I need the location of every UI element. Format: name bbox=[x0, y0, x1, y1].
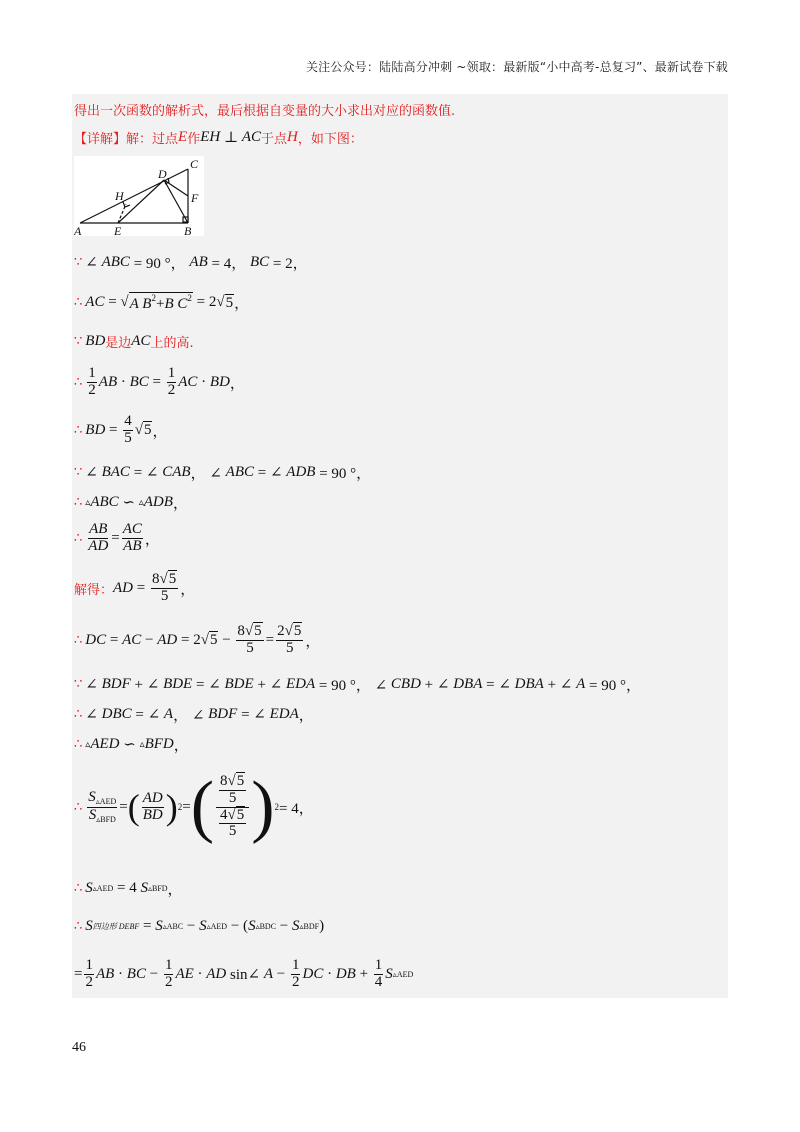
detail-tag: 【详解】 bbox=[74, 132, 127, 147]
label-c: C bbox=[190, 157, 199, 171]
step-13: ∴ ▵ AED ∽ ▵ BFD ， bbox=[74, 736, 189, 754]
page-header: 关注公众号：陆陆高分冲刺 ~领取：最新版“小中高考-总复习”、最新试卷下载 bbox=[305, 60, 728, 74]
step-4: ∴ $\frac{1}{2}$ AB · BC = $\frac{1}{2}$ AC · BD ， bbox=[74, 365, 245, 398]
detail-text-4: ，如下图： bbox=[297, 132, 363, 147]
label-a: A bbox=[74, 224, 82, 236]
intro-line bbox=[74, 100, 455, 119]
step-16: ∴ S 四边形 DEBF = S ▵ABC − S ▵AED − ( S ▵BDC − S ▵BDF ) bbox=[74, 918, 325, 934]
step-9: 解得： AD = $\frac{8√5}{5}$ ， bbox=[74, 571, 196, 604]
step-17: = $\frac{1}{2}$ AB · BC − $\frac{1}{2}$ AE · AD sin∠ A − $\frac{1}{2}$ DC · DB + $\frac{1}{4}$ S ▵AED bbox=[74, 957, 414, 990]
bd-text-1: 是边 bbox=[105, 336, 132, 351]
step-12: ∴ ∠ DBC = ∠ A ， ∠ BDF = ∠ EDA ， bbox=[74, 706, 314, 724]
step-1: ∵ ∠ ABC = 90 °， AB = 4， BC = 2， bbox=[74, 254, 308, 272]
step-15: ∴ S ▵AED = 4 S ▵BFD ， bbox=[74, 880, 183, 898]
step-10: ∴ DC = AC − AD = 2√ 5 − $\frac{8√5}{5}$ = $\frac{2√5}{5}$ ， bbox=[74, 623, 321, 656]
step-7: ∴ ▵ ABC ∽ ▵ ADB ， bbox=[74, 494, 188, 512]
detail-text-1: 解：过点 bbox=[126, 132, 179, 147]
detail-text-3: 于点 bbox=[261, 132, 288, 147]
step-11: ∵ ∠ BDF + ∠ BDE = ∠ BDE + ∠ EDA = 90 °， ∠ CBD + ∠ DBA = ∠ DBA + ∠ A = 90 °， bbox=[74, 676, 641, 694]
step-2: ∴ AC = √ A $B^2+B$ $C^2$ = 2√ 5 ， bbox=[74, 293, 250, 312]
step-8: ∴ $\frac{AB}{AD}$ = $\frac{AC}{AB}$ ， bbox=[74, 521, 160, 554]
detail-text-2: 作 bbox=[187, 132, 201, 147]
label-b: B bbox=[184, 224, 192, 236]
bd-text-2: 上的高. bbox=[150, 336, 194, 351]
page-number: 46 bbox=[72, 1040, 86, 1055]
solve-label: 解得： bbox=[74, 582, 114, 598]
label-d: D bbox=[158, 167, 167, 181]
step-5: ∴ BD = $\frac{4}{5}$ √ 5 ， bbox=[74, 413, 168, 446]
geometry-figure bbox=[74, 156, 204, 236]
detail-line: 【详解】 解：过点 E 作 EH ⊥ AC 于点 H ，如下图： bbox=[74, 129, 363, 147]
intro-text: 得出一次函数的解析式，最后根据自变量的大小求出对应的函数值. bbox=[74, 104, 456, 119]
label-h: H bbox=[115, 189, 124, 203]
step-3: ∵ BD 是边 AC 上的高. bbox=[74, 333, 194, 351]
label-e: E bbox=[114, 224, 122, 236]
step-6: ∵ ∠ BAC = ∠ CAB ， ∠ ABC = ∠ ADB = 90 °， bbox=[74, 464, 372, 482]
label-f: F bbox=[191, 191, 199, 205]
step-14: ∴ $\frac{S_{▵AED}}{S_{▵BFD}}$ = ( $\frac{AD}{BD}$ ) 2 = ( $\frac{\frac{8√5}{5}}{\frac{4√5}{5}}$ ) 2 = 4， bbox=[74, 768, 314, 845]
